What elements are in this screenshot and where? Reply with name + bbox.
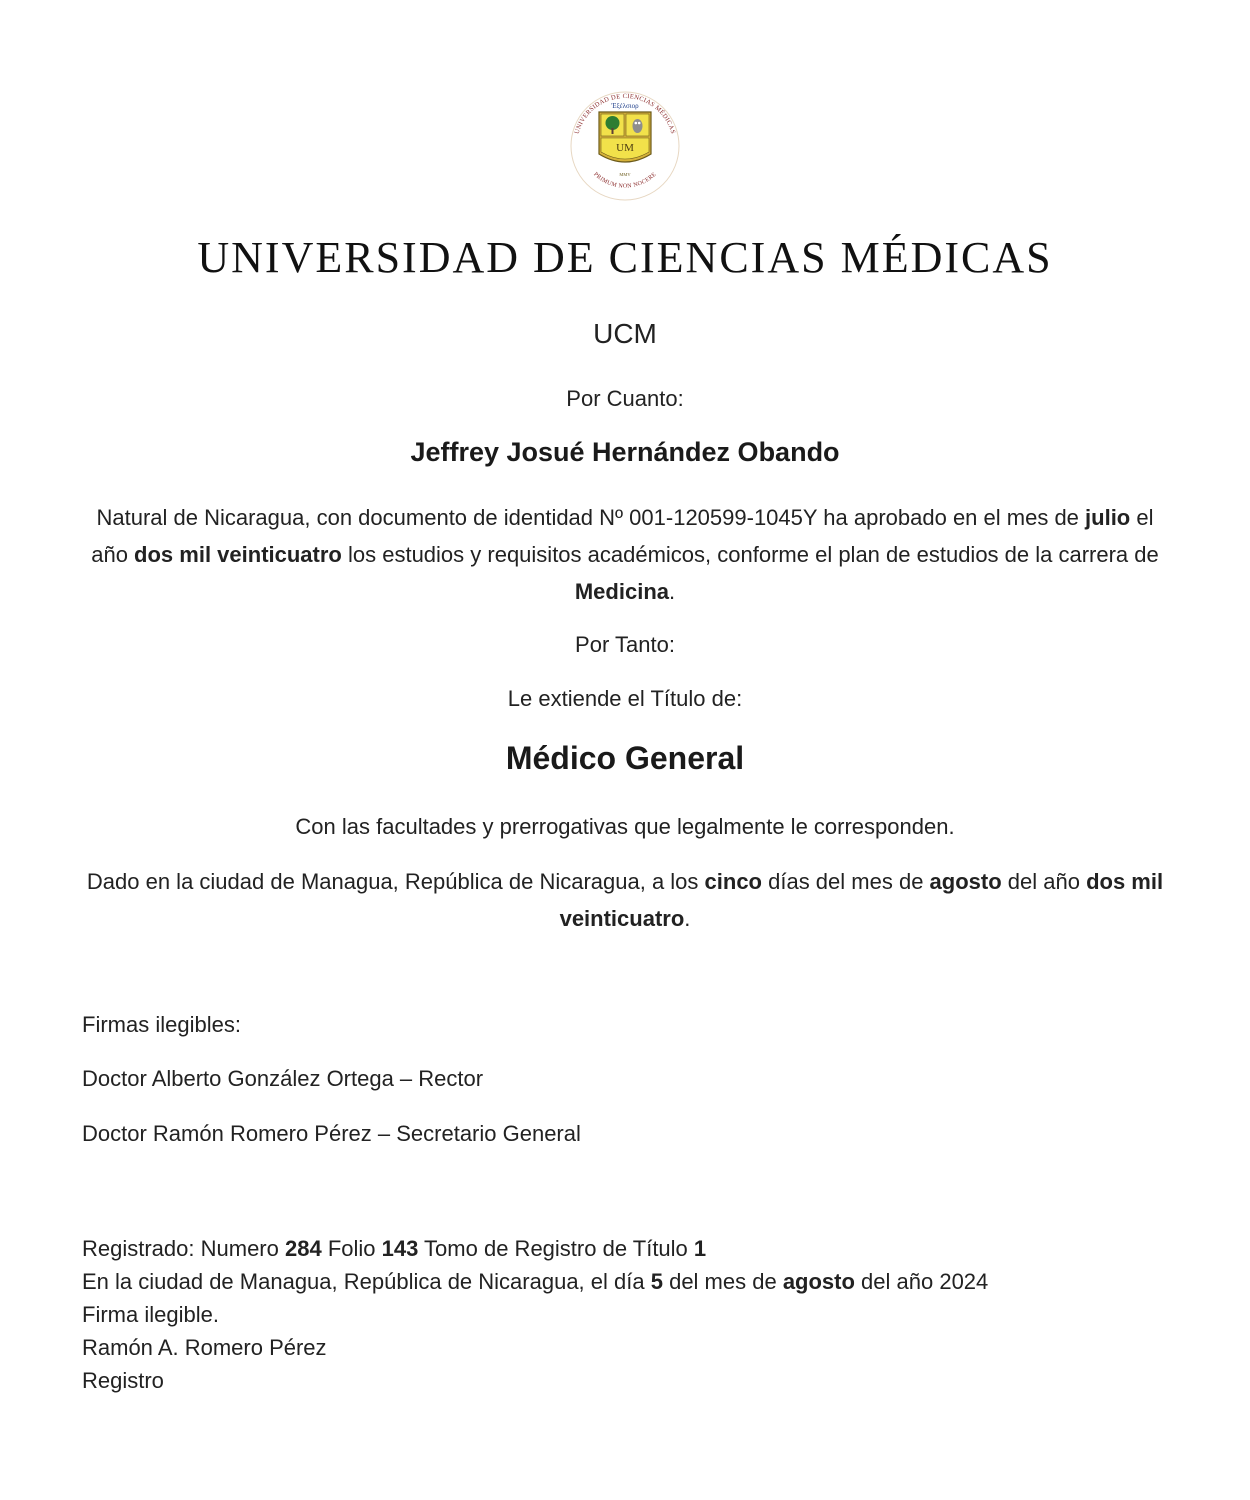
issue-date-paragraph (80, 863, 1170, 937)
secretary-signature-line: Doctor Ramón Romero Pérez – Secretario General (82, 1121, 581, 1146)
registry-block (82, 1232, 988, 1397)
registry-day: 5 (650, 1269, 663, 1294)
career-name: Medicina (574, 579, 669, 604)
registry-text-1: Registrado: Numero (82, 1236, 285, 1261)
registry-date-text-3: del año 2024 (854, 1269, 989, 1294)
le-extiende-label: Le extiende el Título de: (507, 686, 743, 711)
university-abbreviation: UCM (593, 318, 657, 349)
degree-title: Médico General (505, 740, 745, 776)
registry-line-date (82, 1265, 988, 1298)
university-seal-logo (563, 88, 687, 204)
issue-month: agosto (929, 869, 1002, 894)
issue-day: cinco (704, 869, 762, 894)
signatures-heading: Firmas ilegibles: (82, 1012, 241, 1037)
registry-text-2: Folio (321, 1236, 382, 1261)
seal-letters: UM (616, 142, 634, 154)
registry-date-text-2: del mes de (662, 1269, 783, 1294)
p2-text-3: del año (1001, 869, 1087, 894)
completion-month: julio (1085, 505, 1131, 530)
seal-year: MMV (619, 172, 631, 177)
rector-signature-line: Doctor Alberto González Ortega – Rector (82, 1066, 484, 1091)
seal-greek-motto: Ἐξέλσιορ (611, 102, 639, 110)
por-tanto-label: Por Tanto: (575, 632, 675, 657)
registry-signature: Firma ilegible. (82, 1302, 219, 1327)
p1-text-4: . (669, 579, 676, 604)
graduate-name: Jeffrey Josué Hernández Obando (410, 437, 840, 467)
p2-text-4: . (684, 906, 691, 931)
issue-year: dos mil veinticuatro (559, 869, 1164, 931)
p1-text-3: los estudios y requisitos académicos, conforme el plan de estudios de la carrera de (341, 542, 1159, 567)
por-cuanto-label: Por Cuanto: (566, 386, 684, 411)
p2-text-2: días del mes de (762, 869, 930, 894)
registry-text-3: Tomo de Registro de Título (418, 1236, 694, 1261)
registry-month: agosto (782, 1269, 855, 1294)
p1-text-1: Natural de Nicaragua, con documento de identidad Nº 001-120599-1045Y ha aprobado en el mes de (96, 505, 1086, 530)
registry-line-numbers (82, 1232, 988, 1265)
completion-year: dos mil veinticuatro (134, 542, 342, 567)
seal-ring-text-top: UNIVERSIDAD DE CIENCIAS MÉDICAS (573, 92, 677, 135)
university-name: UNIVERSIDAD DE CIENCIAS MÉDICAS (197, 233, 1053, 282)
registry-date-text-1: En la ciudad de Managua, República de Nicaragua, el día (82, 1269, 651, 1294)
registry-tomo: 1 (693, 1236, 707, 1261)
seal-ring-text-bottom: PRIMUM NON NOCERE (592, 171, 658, 190)
registrar-name: Ramón A. Romero Pérez (82, 1335, 327, 1360)
registry-number: 284 (284, 1236, 322, 1261)
study-completion-paragraph (80, 499, 1170, 610)
registrar-role: Registro (82, 1368, 164, 1393)
p2-text-1: Dado en la ciudad de Managua, República de Nicaragua, a los (86, 869, 705, 894)
p1-text-2: el año (91, 505, 1154, 567)
registry-folio: 143 (381, 1236, 419, 1261)
faculties-statement: Con las facultades y prerrogativas que legalmente le corresponden. (295, 814, 955, 839)
